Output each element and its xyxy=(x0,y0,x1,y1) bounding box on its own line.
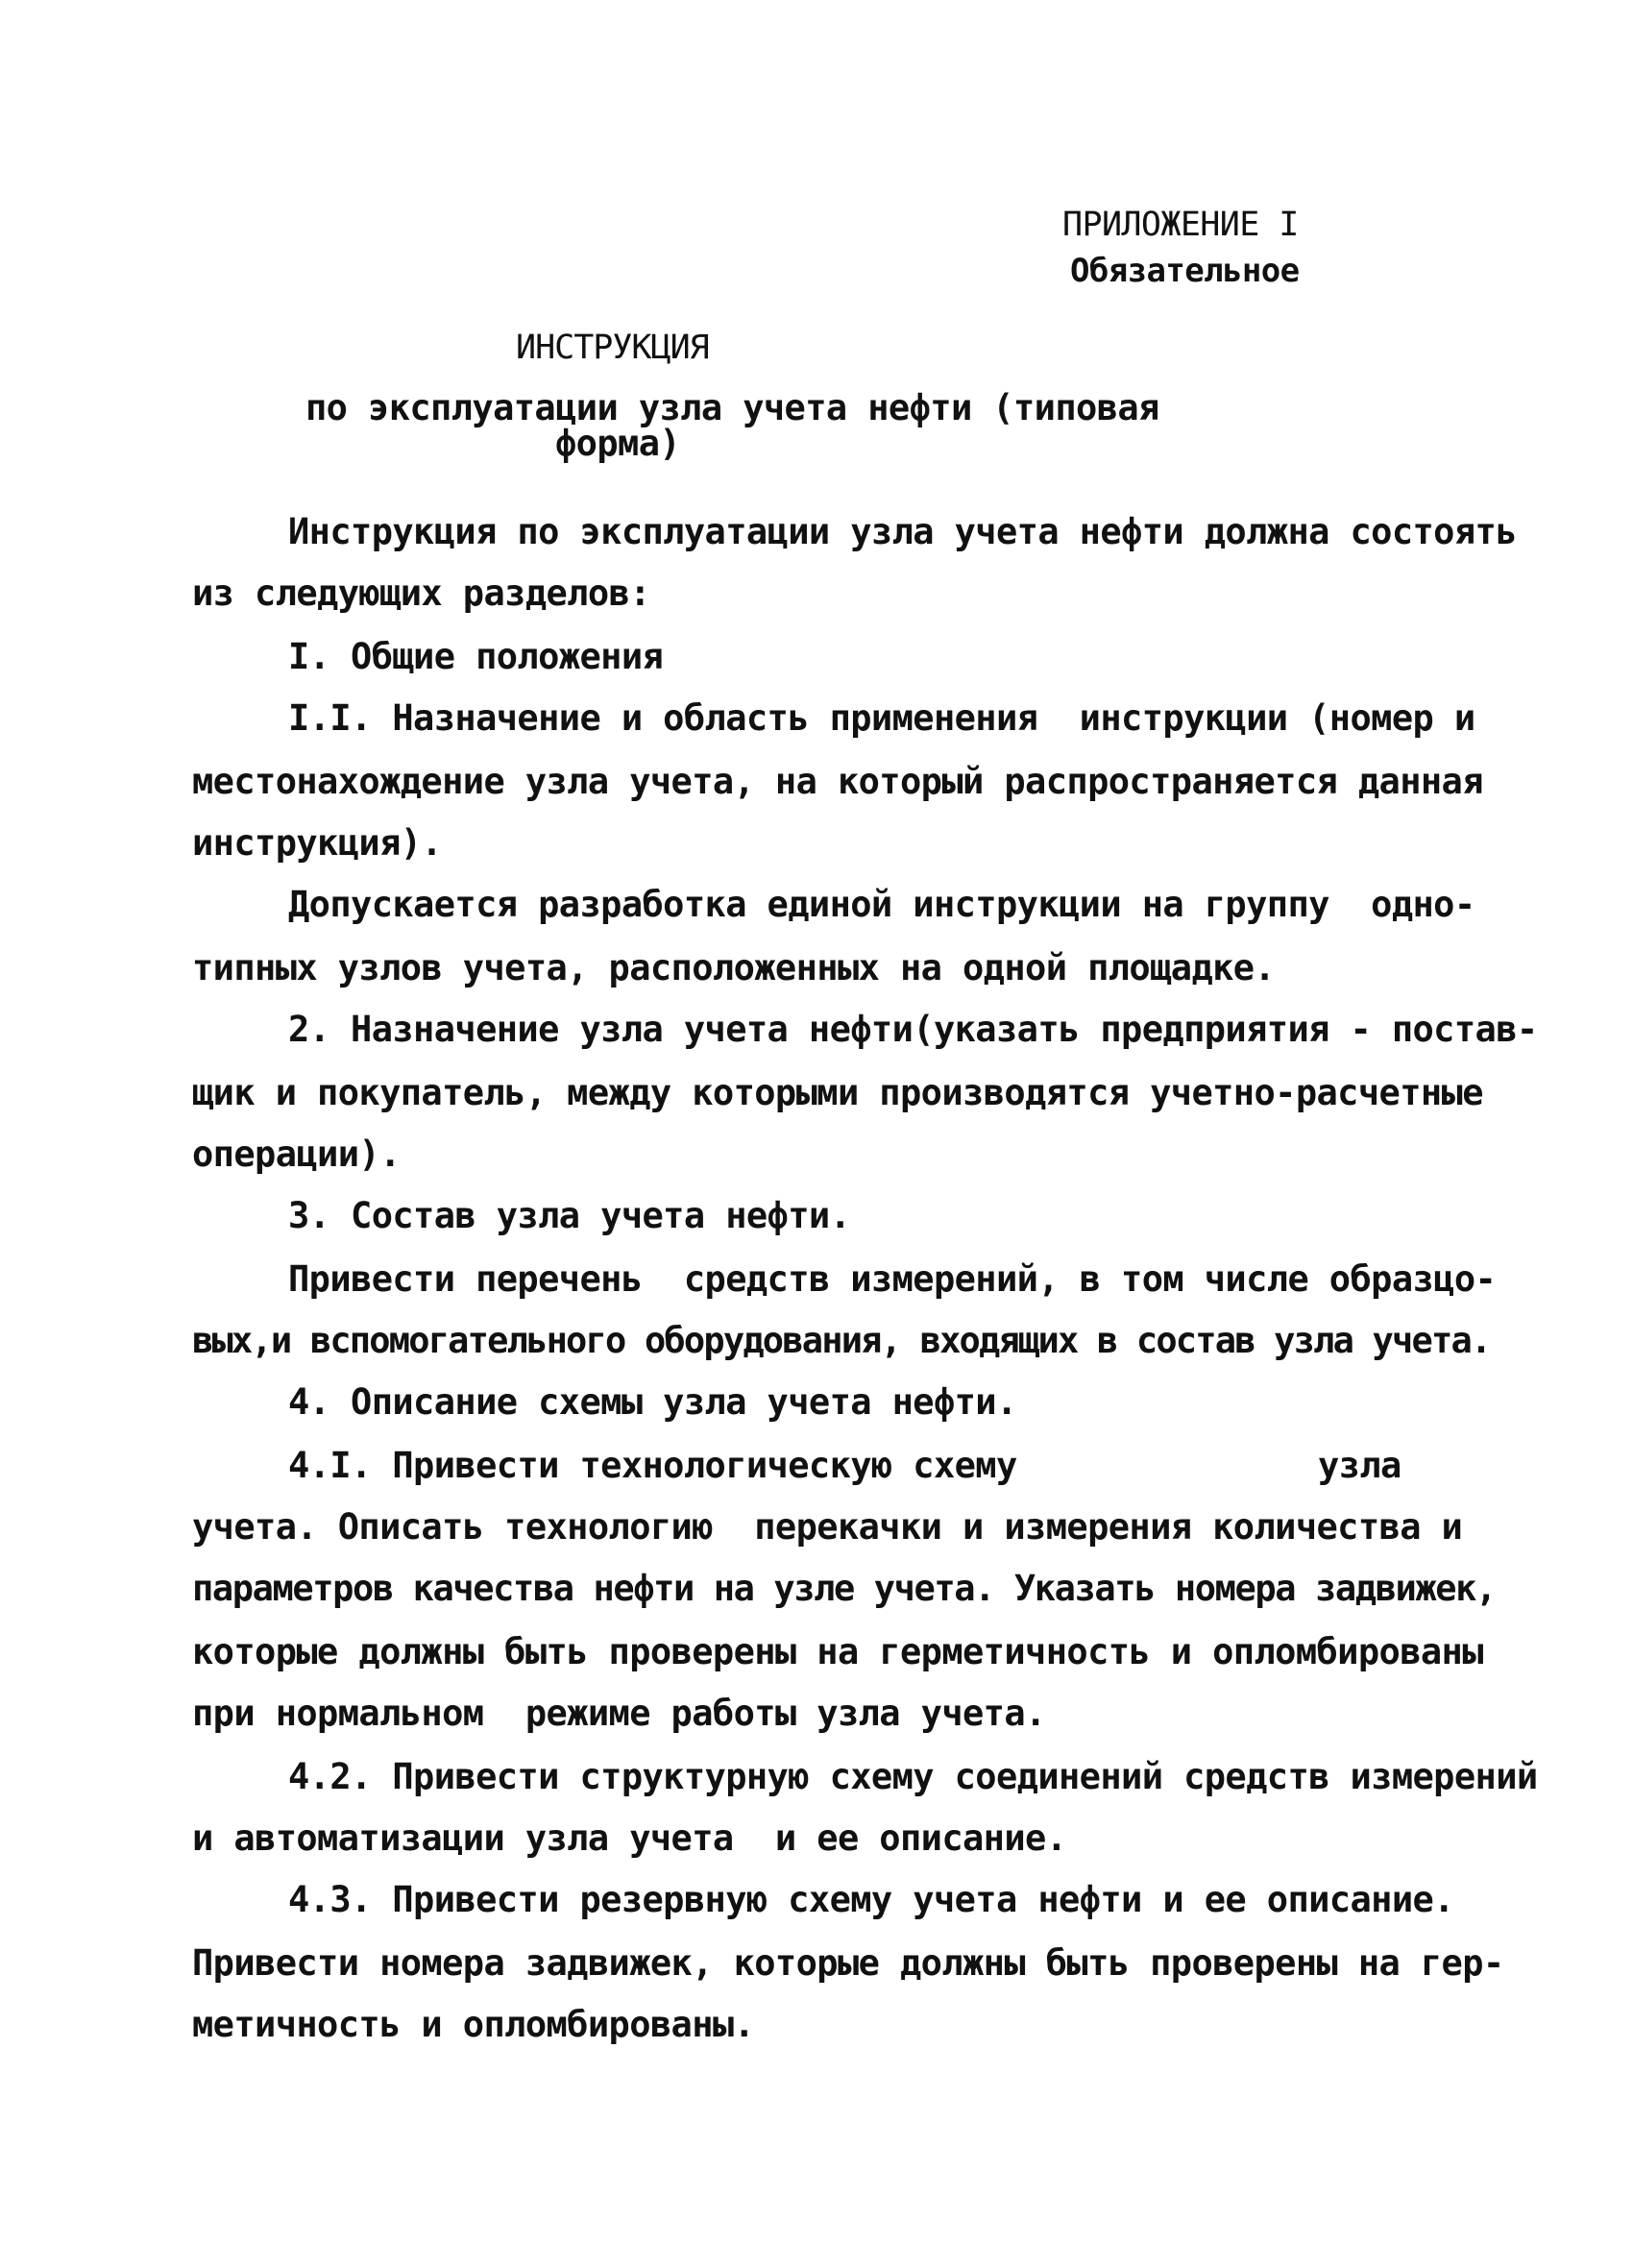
body-line: 4.2. Привести структурную схему соединений средств измерений xyxy=(288,1756,1538,1797)
body-line: 3. Состав узла учета нефти. xyxy=(288,1195,851,1236)
body-line: узла xyxy=(1318,1445,1401,1486)
body-line: 4. Описание схемы узла учета нефти. xyxy=(288,1381,1017,1423)
body-line: I. Общие положения xyxy=(288,636,664,677)
body-line: которые должны быть проверены на герметичность и опломбированы xyxy=(192,1631,1483,1672)
document-subtitle-line-1: по эксплуатации узла учета нефти (типовая xyxy=(305,387,1159,428)
body-line: 2. Назначение узла учета нефти(указать предприятия - постав- xyxy=(288,1009,1538,1050)
body-line: местонахождение узла учета, на который распространяется данная xyxy=(192,761,1483,802)
body-line: Инструкция по эксплуатации узла учета нефти должна состоять xyxy=(288,511,1517,552)
body-line: инструкция). xyxy=(192,822,443,864)
body-line: Допускается разработка единой инструкции на группу одно- xyxy=(288,884,1475,925)
body-line: учета. Описать технологию перекачки и измерения количества и xyxy=(192,1506,1463,1548)
body-line: вых,и вспомогательного оборудования, входящих в состав узла учета. xyxy=(192,1320,1491,1361)
body-line: метичность и опломбированы. xyxy=(192,2004,755,2045)
document-subtitle-line-2: форма) xyxy=(555,423,681,464)
body-line: параметров качества нефти на узле учета. Указать номера задвижек, xyxy=(192,1568,1496,1609)
body-line: 4.3. Привести резервную схему учета нефти и ее описание. xyxy=(288,1879,1454,1920)
body-line: операции). xyxy=(192,1134,401,1175)
appendix-label: ПРИЛОЖЕНИЕ I xyxy=(1062,206,1299,244)
body-line: щик и покупатель, между которыми производятся учетно-расчетные xyxy=(192,1072,1483,1113)
body-line: 4.I. Привести технологическую схему xyxy=(288,1445,1017,1486)
body-line: из следующих разделов: xyxy=(192,573,650,614)
body-line: и автоматизации узла учета и ее описание. xyxy=(192,1817,1067,1859)
body-line: Привести номера задвижек, которые должны быть проверены на гер- xyxy=(192,1942,1504,1984)
body-line: при нормальном режиме работы узла учета. xyxy=(192,1693,1046,1734)
body-line: I.I. Назначение и область применения инструкции (номер и xyxy=(288,697,1475,739)
body-line: типных узлов учета, расположенных на одной площадке. xyxy=(192,947,1276,988)
appendix-status: Обязательное xyxy=(1070,252,1300,290)
document-title: ИНСТРУКЦИЯ xyxy=(516,329,709,367)
body-line: Привести перечень средств измерений, в том числе образцо- xyxy=(288,1258,1497,1300)
